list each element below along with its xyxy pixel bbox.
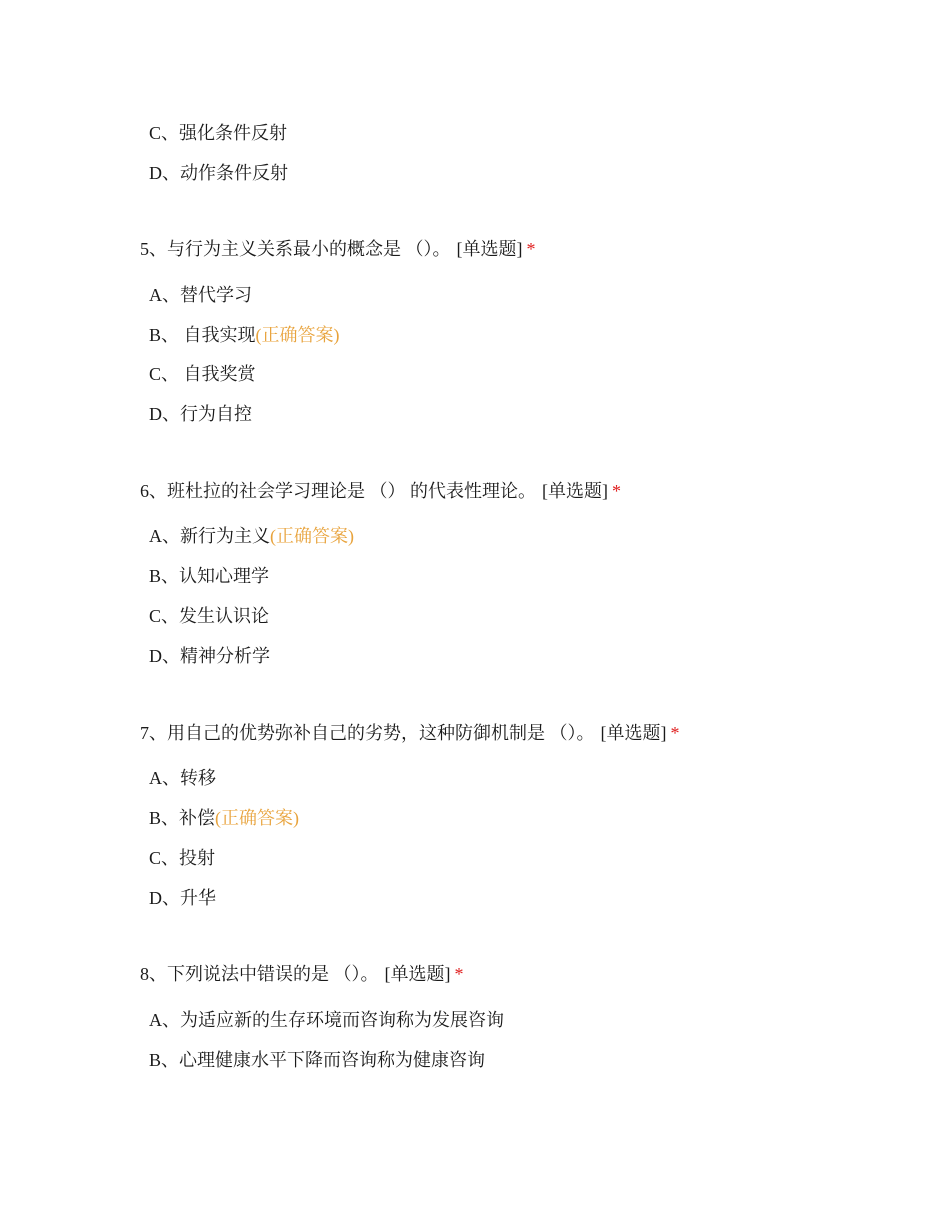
option-text: B、认知心理学 [149, 566, 270, 586]
option-7d [149, 884, 216, 912]
question-text: 6、班杜拉的社会学习理论是 （） 的代表性理论。 [140, 481, 536, 501]
correct-answer-label: (正确答案) [270, 526, 354, 546]
option-text: A、转移 [149, 768, 216, 788]
question-type: [单选题] [600, 723, 667, 743]
option-5c [149, 360, 256, 388]
option-text: B、 自我实现 [149, 325, 256, 345]
option-text: B、心理健康水平下降而咨询称为健康咨询 [149, 1050, 486, 1070]
option-4c [149, 119, 287, 147]
option-text: C、强化条件反射 [149, 123, 288, 143]
option-text: C、发生认识论 [149, 606, 270, 626]
option-text: D、动作条件反射 [149, 163, 288, 183]
option-text: B、补偿 [149, 808, 216, 828]
option-7b [149, 804, 299, 832]
question-6 [140, 477, 621, 505]
question-type: [单选题] [384, 964, 451, 984]
correct-answer-label: (正确答案) [215, 808, 300, 828]
option-text: A、新行为主义 [149, 526, 270, 546]
option-text: C、投射 [149, 848, 216, 868]
question-text: 5、与行为主义关系最小的概念是 （）。 [140, 239, 451, 259]
question-text: 7、用自己的优势弥补自己的劣势，这种防御机制是 （）。 [140, 723, 595, 743]
required-marker: * [612, 481, 621, 501]
option-7a [149, 764, 216, 792]
option-text: C、 自我奖赏 [149, 364, 256, 384]
question-type: [单选题] [542, 481, 608, 501]
option-6d [149, 642, 270, 670]
option-text: D、升华 [149, 888, 216, 908]
question-5 [140, 235, 536, 263]
question-text: 8、下列说法中错误的是 （）。 [140, 964, 379, 984]
question-7 [140, 719, 680, 747]
option-text: A、为适应新的生存环境而咨询称为发展咨询 [149, 1010, 504, 1030]
option-text: D、行为自控 [149, 404, 252, 424]
option-8a [149, 1006, 504, 1034]
required-marker: * [454, 964, 464, 984]
option-text: D、精神分析学 [149, 646, 270, 666]
option-5b [149, 321, 340, 349]
option-6a [149, 522, 354, 550]
option-7c [149, 844, 215, 872]
option-4d [149, 159, 288, 187]
question-8 [140, 960, 464, 988]
option-5d [149, 400, 252, 428]
correct-answer-label: (正确答案) [255, 325, 340, 345]
required-marker: * [670, 723, 680, 743]
option-6b [149, 562, 269, 590]
option-6c [149, 602, 269, 630]
option-8b [149, 1046, 485, 1074]
question-type: [单选题] [456, 239, 523, 259]
option-text: A、替代学习 [149, 285, 252, 305]
required-marker: * [526, 239, 536, 259]
option-5a [149, 281, 252, 309]
